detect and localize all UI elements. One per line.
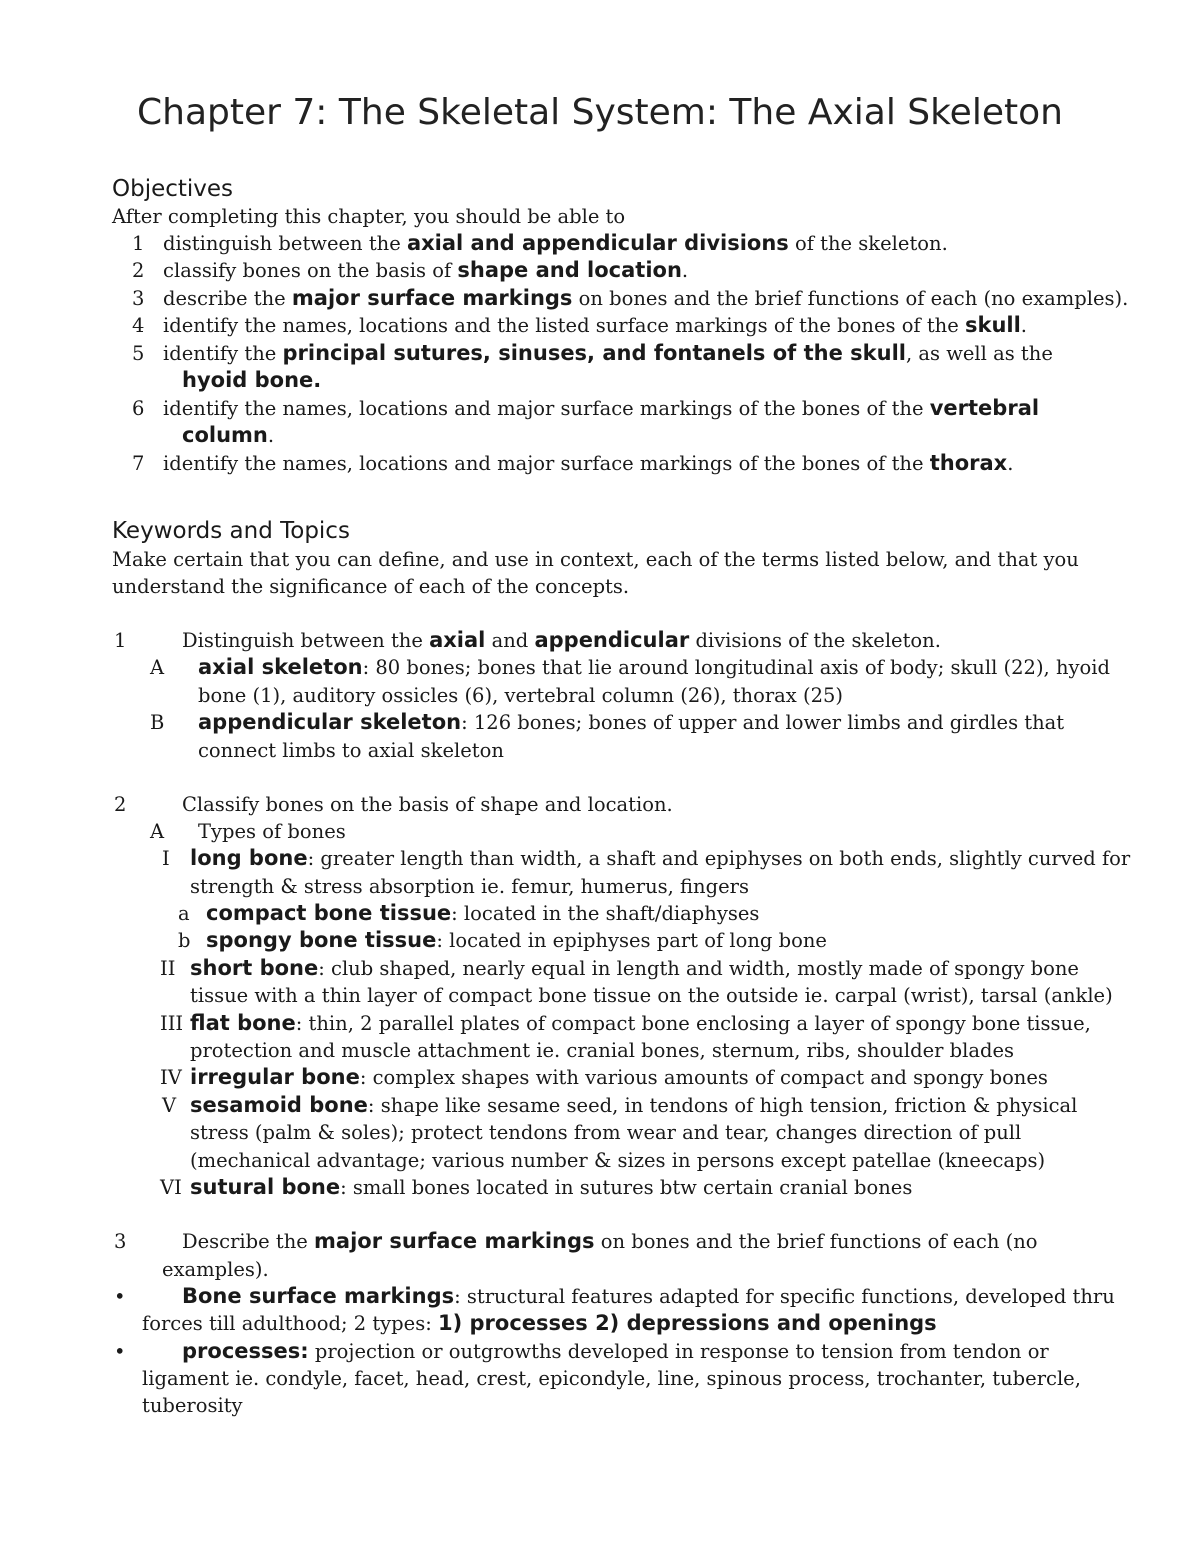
objective-item-4 xyxy=(132,312,1027,339)
item-text: : shape like sesame seed, in tendons of high tension, friction & physical xyxy=(367,1094,1078,1117)
section-1-heading xyxy=(182,627,941,654)
item-bold: major surface markings xyxy=(314,1229,595,1253)
item-bold: sutural bone xyxy=(190,1175,341,1199)
item-bold: processes: xyxy=(182,1339,309,1363)
bullet-2-cont2: tuberosity xyxy=(142,1394,243,1417)
item-text: : small bones located in sutures btw certain cranial bones xyxy=(340,1176,913,1199)
section-3-heading-cont: examples). xyxy=(162,1258,269,1281)
item-bold: hyoid bone. xyxy=(182,368,322,392)
section-2-Ib xyxy=(206,927,827,954)
item-number: 4 xyxy=(132,314,145,337)
item-bold: sesamoid bone xyxy=(190,1093,368,1117)
bullet-1-symbol: • xyxy=(114,1285,126,1308)
objectives-heading: Objectives xyxy=(112,176,234,202)
item-text: : greater length than width, a shaft and epiphyses on both ends, slightly curved for xyxy=(307,847,1131,870)
item-text: . xyxy=(267,424,275,447)
section-1-number: 1 xyxy=(114,629,127,652)
section-2-number: 2 xyxy=(114,793,127,816)
section-2-Ia xyxy=(206,900,759,927)
item-number: 7 xyxy=(132,452,145,475)
item-text: identify the names, locations and the listed surface markings of the bones of the xyxy=(163,314,965,337)
item-number: 6 xyxy=(132,397,145,420)
section-2-II xyxy=(190,955,1079,982)
section-2-A: Types of bones xyxy=(198,820,346,843)
item-bold: appendicular skeleton xyxy=(198,710,462,734)
section-1-B-cont: connect limbs to axial skeleton xyxy=(198,739,504,762)
item-text: describe the xyxy=(163,287,292,310)
item-text: Describe the xyxy=(182,1230,315,1253)
item-text: : thin, 2 parallel plates of compact bone enclosing a layer of spongy bone tissue, xyxy=(295,1012,1091,1035)
keywords-heading: Keywords and Topics xyxy=(112,518,350,544)
section-2-I xyxy=(190,845,1130,872)
page-title: Chapter 7: The Skeletal System: The Axial Skeleton xyxy=(137,92,1063,133)
item-bold: short bone xyxy=(190,956,319,980)
item-bold: axial xyxy=(429,628,486,652)
item-text: classify bones on the basis of xyxy=(163,259,458,282)
keywords-intro-2: understand the significance of each of the concepts. xyxy=(112,575,630,598)
item-text: . xyxy=(1007,452,1014,475)
objective-item-3 xyxy=(132,285,1128,312)
item-number: 2 xyxy=(132,259,145,282)
section-2-V-cont2: (mechanical advantage; various number & sizes in persons except patellae (kneecaps) xyxy=(190,1149,1046,1172)
item-text: on bones and the brief functions of each (no examples). xyxy=(572,287,1129,310)
item-bold: compact bone tissue xyxy=(206,901,452,925)
item-bold: flat bone xyxy=(190,1011,296,1035)
item-text: : located in epiphyses part of long bone xyxy=(436,929,827,952)
keywords-intro-1: Make certain that you can define, and use in context, each of the terms listed below, and that you xyxy=(112,548,1079,571)
item-text: and xyxy=(485,629,535,652)
item-bold: irregular bone xyxy=(190,1065,360,1089)
item-text: Distinguish between the xyxy=(182,629,430,652)
objective-item-7 xyxy=(132,450,1013,477)
section-1-A-cont: bone (1), auditory ossicles (6), vertebral column (26), thorax (25) xyxy=(198,684,844,707)
item-bold: shape and location xyxy=(457,258,682,282)
item-bold: vertebral xyxy=(929,396,1040,420)
section-2-II-cont: tissue with a thin layer of compact bone tissue on the outside ie. carpal (wrist), tarsal (ankle) xyxy=(190,984,1113,1007)
item-text: : 80 bones; bones that lie around longitudinal axis of body; skull (22), hyoid xyxy=(362,656,1110,679)
item-text: : structural features adapted for specific functions, developed thru xyxy=(454,1285,1115,1308)
section-1-B-label: B xyxy=(150,711,165,734)
item-text: identify the xyxy=(163,342,283,365)
item-bold: skull xyxy=(964,313,1021,337)
item-bold: appendicular xyxy=(534,628,690,652)
item-bold: 1) processes 2) depressions and openings xyxy=(437,1311,937,1335)
section-1-A-label: A xyxy=(150,656,165,679)
section-2-V xyxy=(190,1092,1077,1119)
item-bold: axial and appendicular divisions xyxy=(406,231,789,255)
section-2-A-label: A xyxy=(150,820,165,843)
item-bold: spongy bone tissue xyxy=(206,928,437,952)
item-text: identify the names, locations and major surface markings of the bones of the xyxy=(163,397,930,420)
section-2-VI xyxy=(190,1174,912,1201)
item-text: : 126 bones; bones of upper and lower limbs and girdles that xyxy=(461,711,1065,734)
item-text: , as well as the xyxy=(905,342,1053,365)
objective-item-2 xyxy=(132,257,688,284)
item-bold: Bone surface markings xyxy=(182,1284,455,1308)
section-2-heading: Classify bones on the basis of shape and location. xyxy=(182,793,673,816)
bullet-2-cont: ligament ie. condyle, facet, head, crest, epicondyle, line, spinous process, trochanter, tubercle, xyxy=(142,1367,1081,1390)
item-text: : located in the shaft/diaphyses xyxy=(451,902,760,925)
section-2-III xyxy=(190,1010,1091,1037)
objective-item-5-cont xyxy=(182,367,321,394)
item-text: . xyxy=(681,259,689,282)
item-bold: axial skeleton xyxy=(198,655,363,679)
section-2-III-label: III xyxy=(160,1012,184,1035)
item-bold: column xyxy=(182,423,268,447)
section-2-I-cont: strength & stress absorption ie. femur, humerus, fingers xyxy=(190,875,749,898)
item-text: distinguish between the xyxy=(163,232,407,255)
section-2-III-cont: protection and muscle attachment ie. cranial bones, sternum, ribs, shoulder blades xyxy=(190,1039,1015,1062)
objective-item-6 xyxy=(132,395,1039,422)
item-text: : club shaped, nearly equal in length and width, mostly made of spongy bone xyxy=(318,957,1079,980)
section-2-Ia-label: a xyxy=(178,902,190,925)
section-2-IV xyxy=(190,1064,1048,1091)
item-text: of the skeleton. xyxy=(788,232,948,255)
objective-item-6-cont xyxy=(182,422,274,449)
item-number: 3 xyxy=(132,287,145,310)
section-1-A xyxy=(198,654,1110,681)
item-number: 5 xyxy=(132,342,145,365)
item-text: identify the names, locations and major surface markings of the bones of the xyxy=(163,452,930,475)
item-text: divisions of the skeleton. xyxy=(689,629,941,652)
section-2-IV-label: IV xyxy=(160,1066,182,1089)
item-bold: major surface markings xyxy=(291,286,573,310)
item-text: projection or outgrowths developed in response to tension from tendon or xyxy=(308,1340,1049,1363)
item-bold: thorax xyxy=(929,451,1008,475)
section-2-II-label: II xyxy=(160,957,176,980)
section-2-VI-label: VI xyxy=(160,1176,182,1199)
objectives-intro: After completing this chapter, you should be able to xyxy=(112,205,626,228)
item-text: on bones and the brief functions of each (no xyxy=(594,1230,1038,1253)
objective-item-1 xyxy=(132,230,948,257)
section-3-number: 3 xyxy=(114,1230,127,1253)
item-text: forces till adulthood; 2 types: xyxy=(142,1312,438,1335)
item-number: 1 xyxy=(132,232,145,255)
item-text: . xyxy=(1020,314,1027,337)
bullet-1 xyxy=(182,1283,1115,1310)
section-2-V-label: V xyxy=(162,1094,177,1117)
item-text: : complex shapes with various amounts of compact and spongy bones xyxy=(359,1066,1048,1089)
section-2-V-cont: stress (palm & soles); protect tendons from wear and tear, changes direction of pull xyxy=(190,1121,1022,1144)
bullet-2-symbol: • xyxy=(114,1340,126,1363)
bullet-2 xyxy=(182,1338,1049,1365)
section-2-Ib-label: b xyxy=(178,929,191,952)
objective-item-5 xyxy=(132,340,1053,367)
section-2-I-label: I xyxy=(162,847,170,870)
item-bold: principal sutures, sinuses, and fontanels of the skull xyxy=(282,341,906,365)
section-3-heading xyxy=(182,1228,1038,1255)
bullet-1-cont xyxy=(142,1310,937,1337)
section-1-B xyxy=(198,709,1064,736)
item-bold: long bone xyxy=(190,846,308,870)
